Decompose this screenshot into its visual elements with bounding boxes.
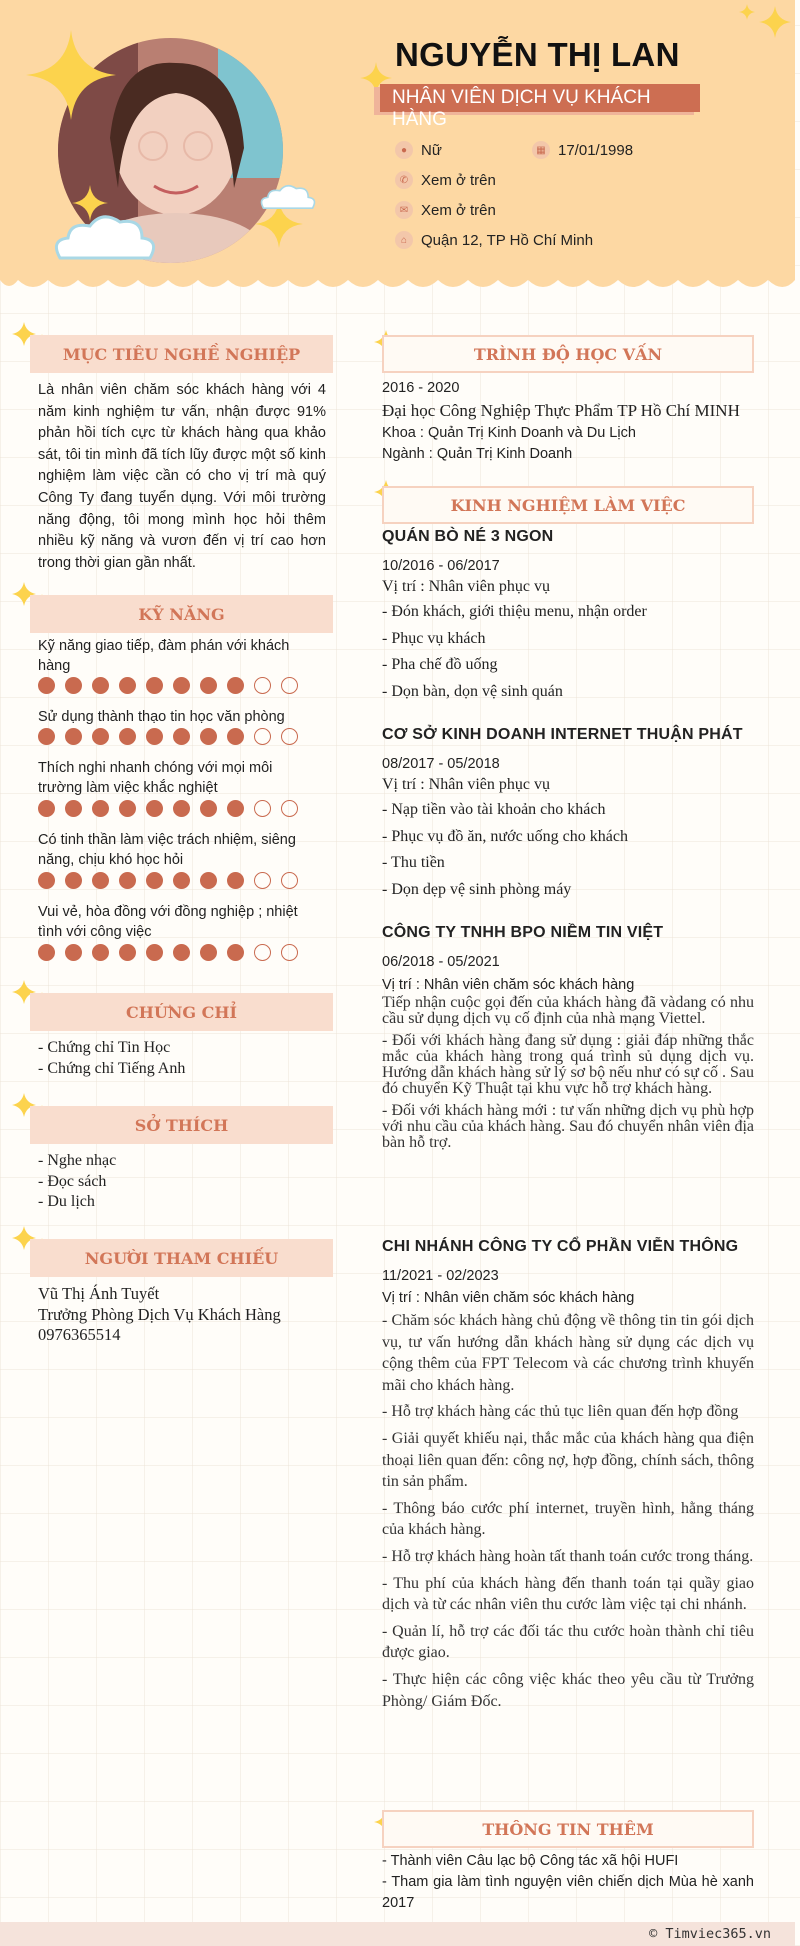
extra-list [382,1851,754,1914]
rating-dot-empty [254,800,271,817]
job-duty: - Thu phí của khách hàng đến thanh toán tại quầy giao dịch và từ các nhân viên thu cước làm việc tại chi nhánh. [382,1574,754,1614]
extra-item: - Thành viên Câu lạc bộ Công tác xã hội HUFI [382,1853,679,1869]
rating-dot-filled [146,872,163,889]
education-major: Ngành : Quản Trị Kinh Doanh [382,446,573,462]
reference-block [38,1284,281,1346]
extra-heading: THÔNG TIN THÊM [382,1810,754,1848]
phone-icon: ✆ [395,171,413,189]
job-period: 08/2017 - 05/2018 [382,756,500,772]
gender-row [395,141,442,159]
star-sparkle-icon [26,30,116,120]
job-duty: - Đón khách, giới thiệu menu, nhận order [382,603,647,620]
cloud-icon [50,210,160,265]
rating-dot-empty [254,944,271,961]
rating-dot-filled [38,872,55,889]
hobbies-heading: SỞ THÍCH [30,1106,333,1144]
certificates-list [38,1038,185,1079]
rating-dot-filled [38,677,55,694]
rating-dot-filled [38,944,55,961]
job-duty: - Dọn bàn, dọn vệ sinh quán [382,682,563,700]
rating-dot-filled [119,872,136,889]
skill-label: Thích nghi nhanh chóng với mọi môi trường làm việc khắc nghiệt [38,760,273,796]
rating-dot-filled [227,677,244,694]
job-position: Vị trí : Nhân viên phục vụ [382,578,550,595]
rating-dot-filled [65,944,82,961]
objective-heading: MỤC TIÊU NGHỀ NGHIỆP [30,335,333,373]
rating-dot-filled [173,677,190,694]
job-duty: - Hỗ trợ khách hàng hoàn tất thanh toán cước trong tháng. [382,1547,754,1565]
rating-dot-filled [92,800,109,817]
rating-dot-filled [146,944,163,961]
rating-dot-filled [65,800,82,817]
rating-dot-filled [173,872,190,889]
job-period: 11/2021 - 02/2023 [382,1268,499,1284]
rating-dot-filled [119,800,136,817]
rating-dot-filled [38,800,55,817]
job-company: CÔNG TY TNHH BPO NIỀM TIN VIỆT [382,924,664,941]
job-company: CƠ SỞ KINH DOANH INTERNET THUẬN PHÁT [382,726,743,743]
education-school: Đại học Công Nghiệp Thực Phẩm TP Hồ Chí MINH [382,401,740,420]
certificate-item: - Chứng chỉ Tin Học [38,1039,171,1056]
experience-heading: KINH NGHIỆM LÀM VIỆC [382,486,754,524]
rating-dot-filled [227,944,244,961]
rating-dot-empty [281,944,298,961]
job-company: CHI NHÁNH CÔNG TY CỔ PHẦN VIỄN THÔNG [382,1238,739,1255]
reference-phone: 0976365514 [38,1325,121,1344]
hobby-item: - Nghe nhạc [38,1152,117,1169]
certificate-item: - Chứng chỉ Tiếng Anh [38,1059,186,1077]
birthdate-row [532,141,633,159]
job-duty: - Pha chế đồ uống [382,656,498,673]
reference-role: Trưởng Phòng Dịch Vụ Khách Hàng [38,1304,281,1324]
job-duty: Tiếp nhận cuộc gọi đến của khách hàng đã vàdang có nhu cầu sử dụng dịch vụ cố định của nhà mạng Viettel. [382,994,754,1027]
rating-dot-filled [92,728,109,745]
rating-dot-filled [119,677,136,694]
reference-heading: NGƯỜI THAM CHIẾU [30,1239,333,1277]
rating-dot-filled [92,872,109,889]
job-period: 06/2018 - 05/2021 [382,954,500,970]
hobbies-list [38,1151,116,1213]
home-icon: ⌂ [395,231,413,249]
certificates-heading: CHỨNG CHỈ [30,993,333,1031]
rating-dot-filled [92,944,109,961]
rating-dot-empty [281,677,298,694]
rating-dot-empty [281,728,298,745]
rating-dot-filled [227,872,244,889]
gender-value: Nữ [421,141,442,159]
job-duty: - Đối với khách hàng mới : tư vấn những dịch vụ phù hợp với nhu cầu của khách hàng. Sau đó chuyển nhân viên địa bàn hỗ trợ. [382,1102,754,1151]
job-duty: - Nạp tiền vào tài khoản cho khách [382,801,606,818]
job-duty: - Dọn dẹp vệ sinh phòng máy [382,880,572,898]
rating-dot-filled [65,677,82,694]
job-duties [382,599,647,705]
rating-dot-empty [254,677,271,694]
birthdate-value: 17/01/1998 [558,141,634,159]
job-duty: - Thông báo cước phí internet, truyền hình, hằng tháng của khách hàng. [382,1499,754,1539]
rating-dot-filled [200,677,217,694]
rating-dot-filled [200,728,217,745]
rating-dot-filled [92,677,109,694]
rating-dot-filled [146,800,163,817]
rating-dot-filled [200,944,217,961]
hobby-item: - Du lịch [38,1193,95,1210]
job-duty: - Quản lí, hỗ trợ các đối tác thu cước hoàn thành chỉ tiêu được giao. [382,1622,754,1662]
rating-dot-filled [173,944,190,961]
education-period: 2016 - 2020 [382,380,460,396]
skill-rating [38,800,298,817]
job-duty: - Hỗ trợ khách hàng các thủ tục liên quan đến hợp đồng [382,1403,739,1421]
job-duties [382,995,754,1157]
rating-dot-filled [146,728,163,745]
scallop-edge [0,272,795,296]
skill-rating [38,944,298,961]
rating-dot-empty [254,872,271,889]
job-position: Vị trí : Nhân viên phục vụ [382,776,550,793]
rating-dot-empty [254,728,271,745]
job-duty: - Chăm sóc khách hàng chủ động về thông tin tin gói dịch vụ, tư vấn hướng dẫn khách hàng sử dụng các dịch vụ cộng thêm của FPT Telecom và các chương trình khuyến mãi cho khách hàng. [382,1312,754,1394]
education-heading: TRÌNH ĐỘ HỌC VẤN [382,335,754,373]
skill-label: Có tinh thần làm việc trách nhiệm, siêng năng, chịu khó học hỏi [38,832,296,868]
rating-dot-filled [119,728,136,745]
job-duty: - Giải quyết khiếu nại, thắc mắc của khách hàng qua điện thoại liên quan đến: công nợ, hợp đồng, chính sách, thông tin sản phẩm. [382,1429,754,1491]
footer-credit: © Timviec365.vn [649,1926,771,1942]
job-duties [382,797,628,903]
rating-dot-filled [146,677,163,694]
rating-dot-filled [200,800,217,817]
rating-dot-filled [38,728,55,745]
cloud-icon [258,182,318,212]
calendar-icon: ▦ [532,141,550,159]
objective-text: Là nhân viên chăm sóc khách hàng với 4 năm kinh nghiệm tư vấn, nhận được 91% phản hồi tích cực từ khách hàng qua khảo sát, tôi tin mình đã tích lũy được một số kinh nghiệm làm việc cần có cho vị trí mà quý Công Ty đang tuyển dụng. Với môi trường năng động, tôi mong mình học hỏi thêm nhiều kỹ năng và vươn đến vị trí cao hơn trong thời gian gần nhất. [38,382,326,571]
skill-label: Vui vẻ, hòa đồng với đồng nghiệp ; nhiệt tình với công việc [38,904,298,940]
rating-dot-filled [227,728,244,745]
rating-dot-filled [65,728,82,745]
job-duty: - Phục vụ đồ ăn, nước uống cho khách [382,827,628,845]
hobby-item: - Đọc sách [38,1172,107,1190]
rating-dot-empty [281,872,298,889]
job-company: QUÁN BÒ NÉ 3 NGON [382,528,554,545]
job-duties [382,1310,754,1717]
skill-label: Kỹ năng giao tiếp, đàm phán với khách hàng [38,638,290,674]
skill-rating [38,677,298,694]
rating-dot-filled [227,800,244,817]
skill-rating [38,872,298,889]
job-duty: - Phục vụ khách [382,629,486,647]
rating-dot-empty [281,800,298,817]
skills-heading: KỸ NĂNG [30,595,333,633]
rating-dot-filled [65,872,82,889]
email-value: Xem ở trên [421,201,496,219]
job-duty: - Thu tiền [382,854,445,871]
star-sparkle-icon [735,2,795,42]
job-position: Vị trí : Nhân viên chăm sóc khách hàng [382,977,635,993]
candidate-name: NGUYỄN THỊ LAN [395,36,680,73]
candidate-position: NHÂN VIÊN DỊCH VỤ KHÁCH HÀNG [380,84,700,112]
footer [0,1922,795,1946]
rating-dot-filled [173,728,190,745]
phone-row [395,171,496,189]
job-position: Vị trí : Nhân viên chăm sóc khách hàng [382,1290,635,1306]
phone-value: Xem ở trên [421,171,496,189]
job-duty: - Thực hiện các công việc khác theo yêu cầu từ Trưởng Phòng/ Giám Đốc. [382,1670,754,1710]
address-value: Quận 12, TP Hồ Chí Minh [421,231,594,249]
user-icon: ● [395,141,413,159]
mail-icon: ✉ [395,201,413,219]
extra-item: - Tham gia làm tình nguyện viên chiến dịch Mùa hè xanh 2017 [382,1874,754,1911]
skill-label: Sử dụng thành thạo tin học văn phòng [38,709,285,725]
reference-name: Vũ Thị Ánh Tuyết [38,1284,160,1303]
rating-dot-filled [119,944,136,961]
skill-rating [38,728,298,745]
job-duty: - Đối với khách hàng đang sử dụng : giải đáp những thắc mắc của khách hàng trong quá trình sủ dụng dịch vụ. Hướng dẫn khách hàng sử lý sơ bộ nếu như có sự cố . Sau đó chuyển Kỹ Thuật tại khu vực hỗ trợ khách hàng. [382,1032,754,1097]
education-faculty: Khoa : Quản Trị Kinh Doanh và Du Lịch [382,425,636,441]
address-row [395,231,593,249]
email-row [395,201,496,219]
rating-dot-filled [173,800,190,817]
rating-dot-filled [200,872,217,889]
job-period: 10/2016 - 06/2017 [382,558,500,574]
